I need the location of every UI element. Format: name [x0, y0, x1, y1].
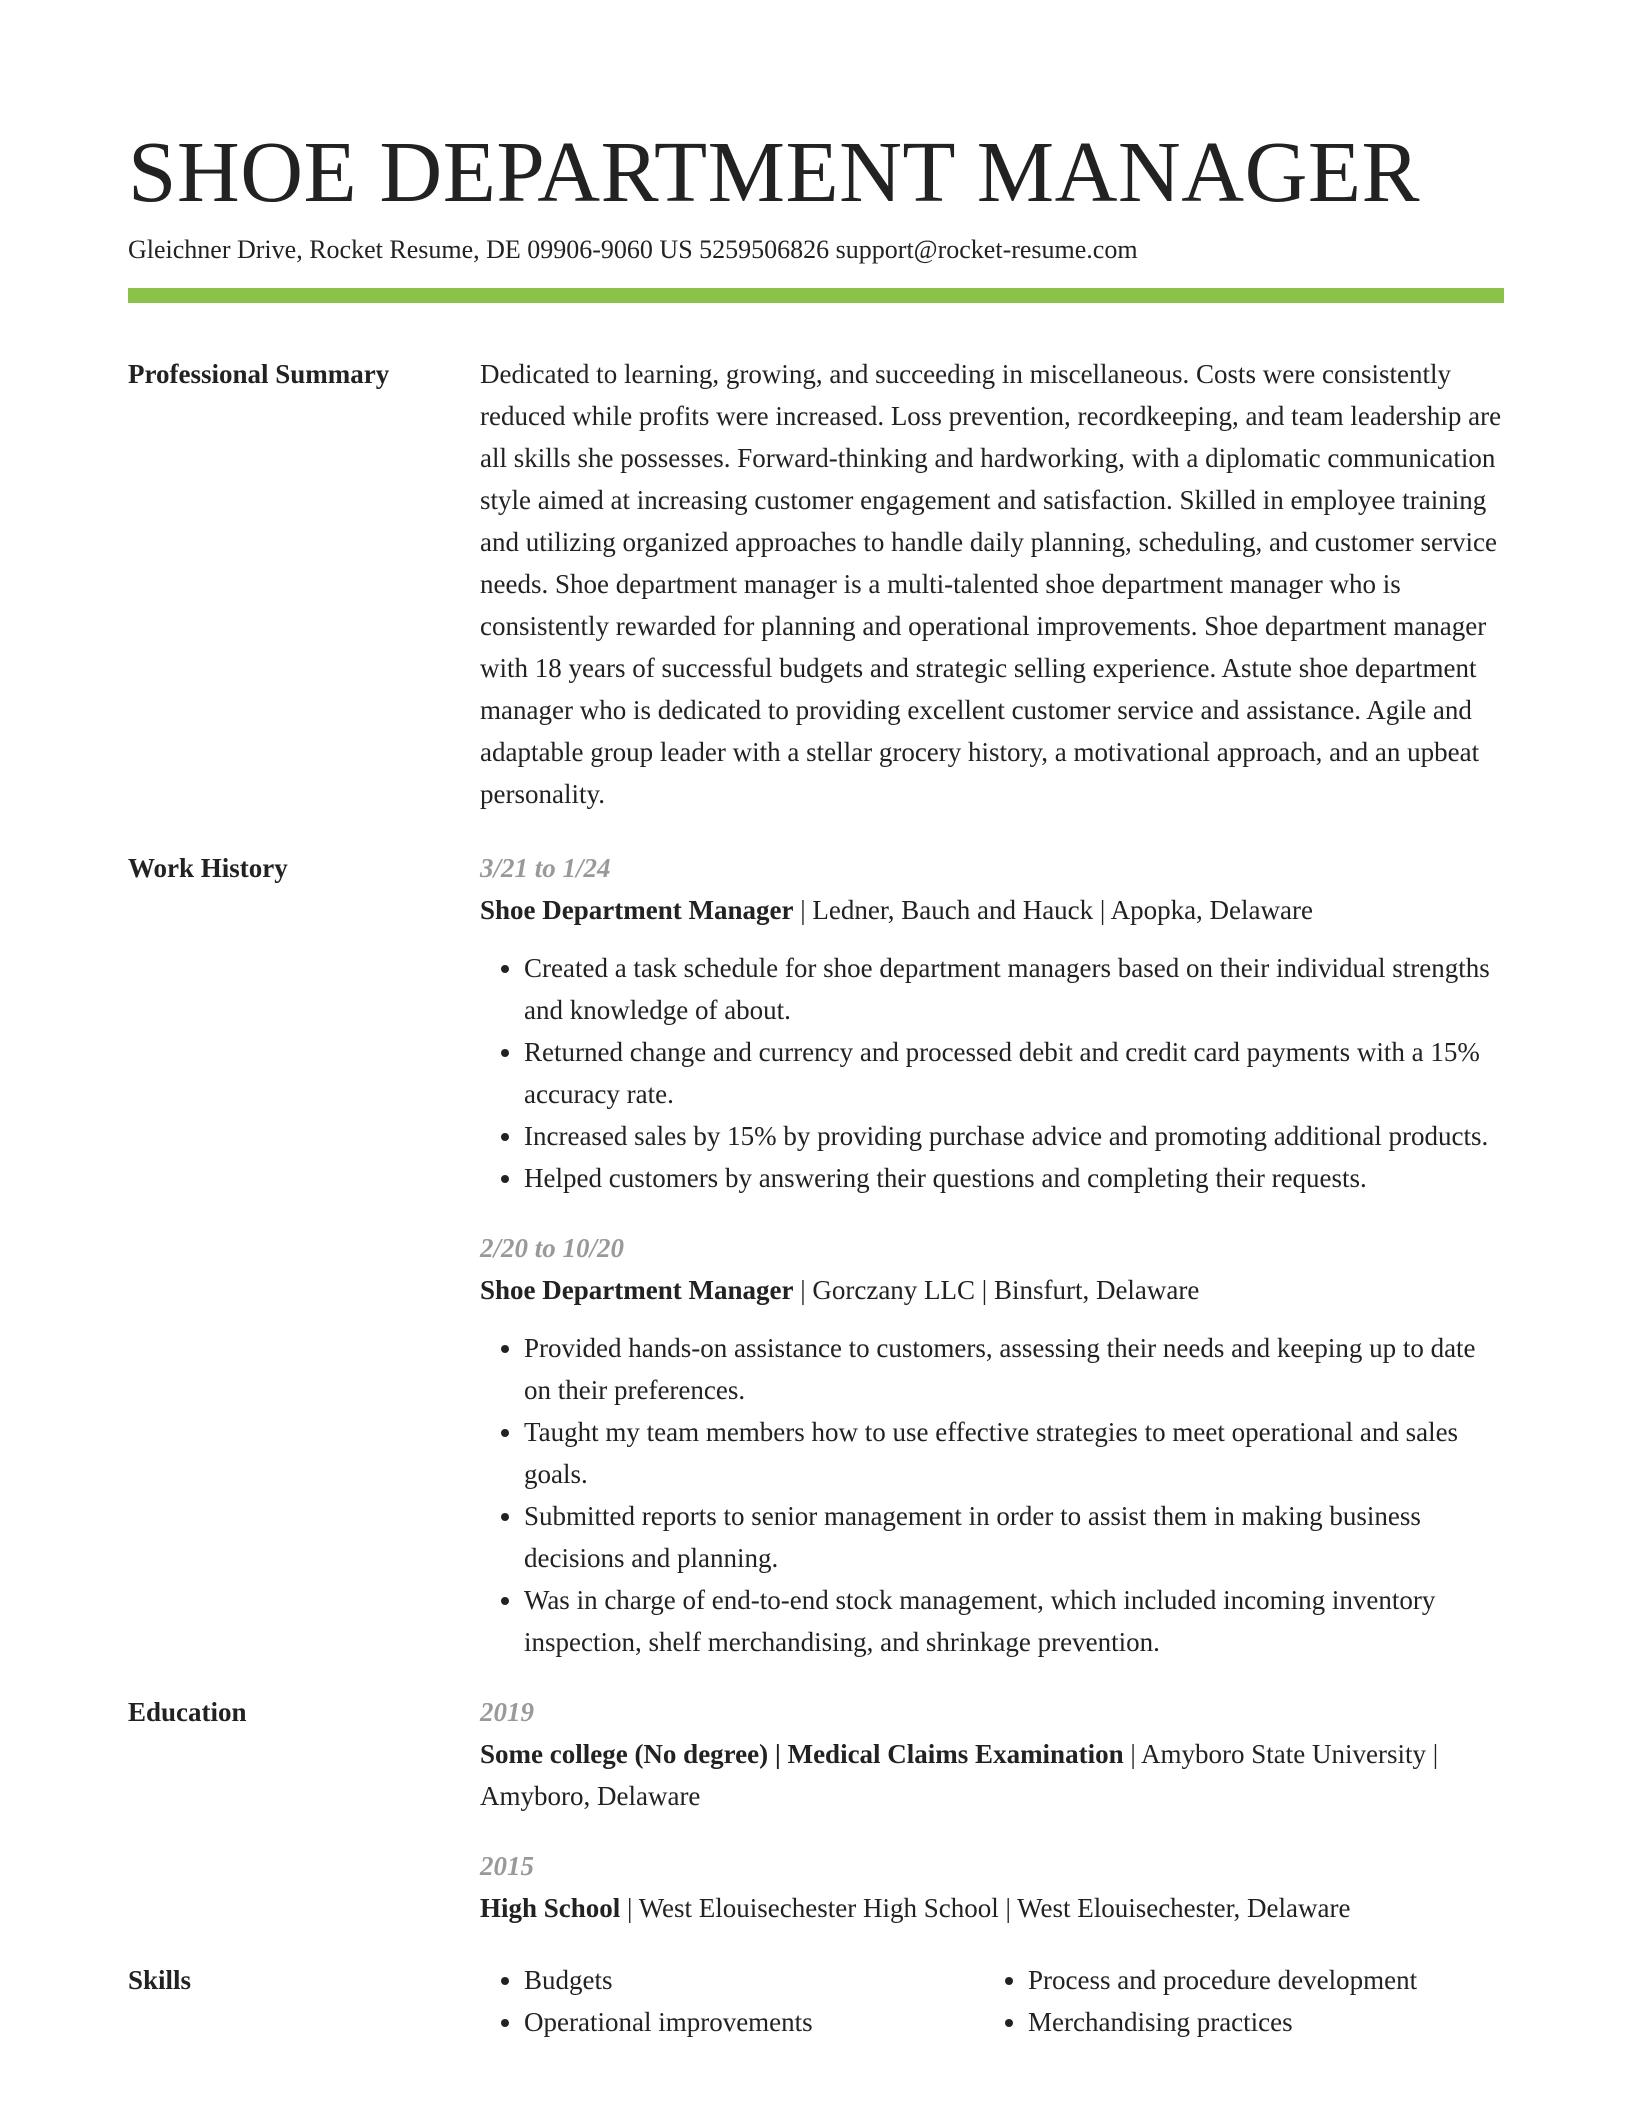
work-entry-heading: [480, 889, 1504, 931]
skills-section: [128, 1959, 1504, 2043]
contact-line: Gleichner Drive, Rocket Resume, DE 09906-9060 US 5259506826 support@rocket-resume.com: [128, 235, 1138, 264]
list-item: • Helped customers by answering their questions and completing their requests.: [524, 1157, 1504, 1199]
list-item: • Process and procedure development: [1028, 1959, 1488, 2001]
work-entry-heading: [480, 1269, 1504, 1311]
list-item: • Merchandising practices: [1028, 2001, 1488, 2043]
education-entry-details: | West Elouisechester High School | West Elouisechester, Delaware: [620, 1893, 1351, 1923]
work-entry-date: 2/20 to 10/20: [480, 1233, 625, 1263]
list-item: • Was in charge of end-to-end stock management, which included incoming inventory inspection, shelf merchandising, and shrinkage prevention.: [524, 1579, 1504, 1663]
education-entry: [480, 1845, 1504, 1929]
section-label-summary: Professional Summary: [128, 359, 390, 389]
skills-body: [480, 1959, 1504, 2043]
education-entry-heading: [480, 1887, 1504, 1929]
work-entry-title: Shoe Department Manager: [480, 1275, 794, 1305]
education-entry-date: 2019: [480, 1697, 534, 1727]
skills-grid: [480, 1959, 1504, 2043]
section-label-education: Education: [128, 1697, 247, 1727]
work-entry-details: | Gorczany LLC | Binsfurt, Delaware: [793, 1275, 1200, 1305]
list-item: • Operational improvements: [524, 2001, 984, 2043]
list-item: • Taught my team members how to use effective strategies to meet operational and sales goals.: [524, 1411, 1504, 1495]
work-entry: [480, 1227, 1504, 1663]
accent-divider: [128, 288, 1504, 303]
list-item: • Provided hands-on assistance to customers, assessing their needs and keeping up to date on their preferences.: [524, 1327, 1504, 1411]
skills-column-right: [984, 1959, 1488, 2043]
education-entry-title: High School: [480, 1893, 621, 1923]
education-entry-date: 2015: [480, 1851, 534, 1881]
work-entry-date: 3/21 to 1/24: [480, 853, 611, 883]
work-entry-details: | Ledner, Bauch and Hauck | Apopka, Delaware: [793, 895, 1313, 925]
list-item: • Submitted reports to senior management in order to assist them in making business decisions and planning.: [524, 1495, 1504, 1579]
work-history-section: [128, 847, 1504, 1663]
education-entry-details: | Amyboro State University | Amyboro, Delaware: [480, 1739, 1439, 1811]
skills-column-left: [480, 1959, 984, 2043]
list-item: • Returned change and currency and processed debit and credit card payments with a 15% accuracy rate.: [524, 1031, 1504, 1115]
summary-text: Dedicated to learning, growing, and succeeding in miscellaneous. Costs were consistently reduced while profits were increased. Loss prevention, recordkeeping, and team leadership are all skills she possesses. Forward-thinking and hardworking, with a diplomatic communication style aimed at increasing customer engagement and satisfaction. Skilled in employee training and utilizing organized approaches to handle daily planning, scheduling, and customer service needs. Shoe department manager is a multi-talented shoe department manager who is consistently rewarded for planning and operational improvements. Shoe department manager with 18 years of successful budgets and strategic selling experience. Astute shoe department manager who is dedicated to providing excellent customer service and assistance. Agile and adaptable group leader with a stellar grocery history, a motivational approach, and an upbeat personality.: [480, 359, 1502, 809]
section-label-work: Work History: [128, 853, 288, 883]
list-item: • Increased sales by 15% by providing purchase advice and promoting additional products.: [524, 1115, 1504, 1157]
work-entry-bullets: [480, 1327, 1504, 1663]
list-item: • Created a task schedule for shoe department managers based on their individual strengths and knowledge of about.: [524, 947, 1504, 1031]
resume-title: SHOE DEPARTMENT MANAGER: [128, 123, 1421, 220]
work-entry: [480, 847, 1504, 1199]
work-entry-title: Shoe Department Manager: [480, 895, 794, 925]
education-entry-heading: [480, 1733, 1504, 1817]
list-item: • Budgets: [524, 1959, 984, 2001]
work-history-body: [480, 847, 1504, 1663]
education-section: [128, 1691, 1504, 1929]
work-entry-bullets: [480, 947, 1504, 1199]
summary-body: [480, 353, 1504, 815]
section-label-skills: Skills: [128, 1965, 192, 1995]
education-entry-title: Some college (No degree) | Medical Claims Examination: [480, 1739, 1124, 1769]
education-entry: [480, 1691, 1504, 1817]
summary-section: [128, 353, 1504, 815]
education-body: [480, 1691, 1504, 1929]
